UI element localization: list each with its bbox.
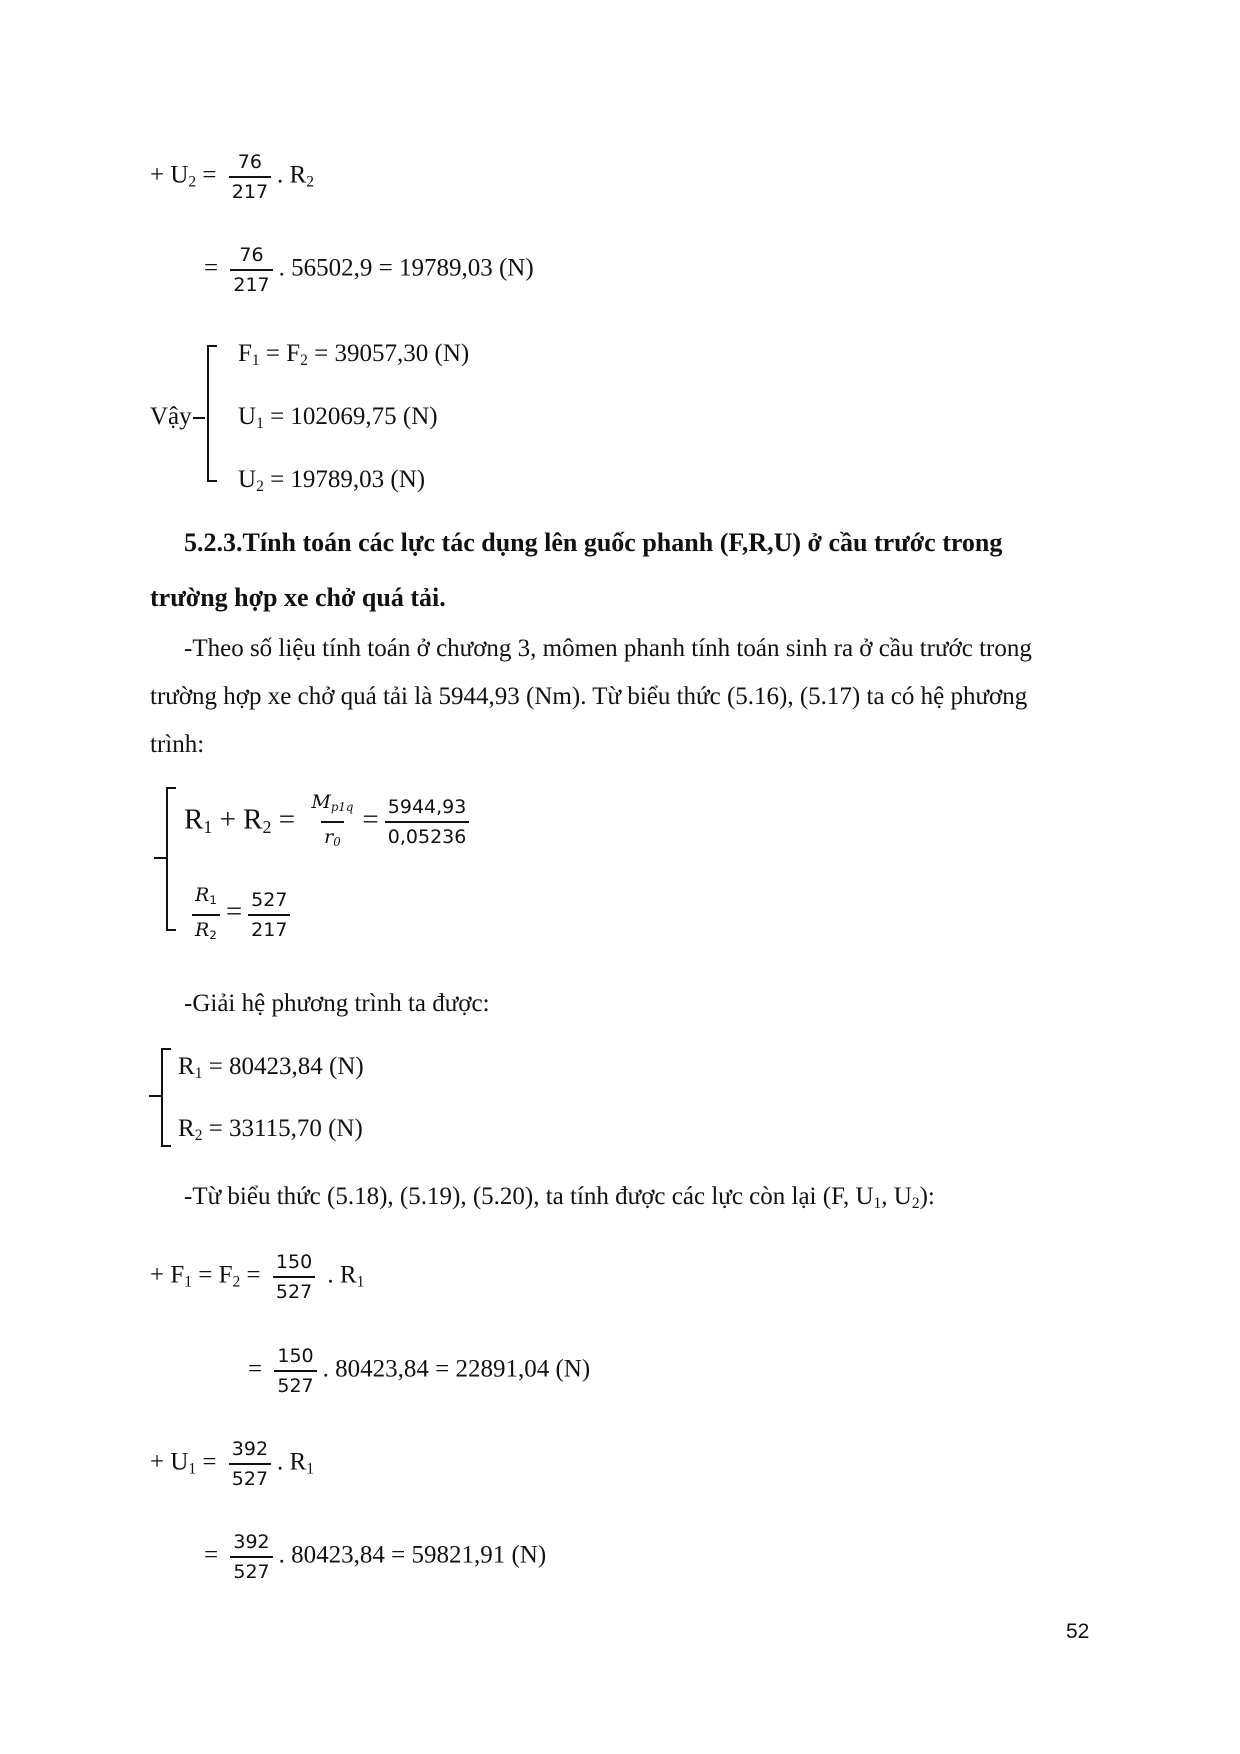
summary-label: Vậy (150, 403, 192, 430)
u1-formula: + $U_1$ = $\frac{392}{527}$ . $R_1$ (150, 1438, 314, 1490)
summary-line-u1: $U_1 = 102069,75$ (N) (238, 403, 438, 432)
fraction-values: $\frac{5944,93}{0,05236}$ (385, 795, 470, 849)
summary-line-f: $F_1 = F_2 = 39057,30$ (N) (238, 340, 470, 369)
summary-line-u2: $U_2 = 19789,03$ (N) (238, 466, 426, 495)
paragraph-3: -Từ biểu thức (5.18), (5.19), (5.20), ta tính được các lực còn lại (F, $U_1$, $U_2$): (184, 1183, 935, 1212)
fraction-ratio: $\frac{527}{217}$ (248, 888, 290, 942)
paragraph-1-line3: trình: (150, 731, 205, 758)
system-brace (166, 787, 176, 931)
f-formula: + $F_1 = F_2$ = $\frac{150}{527}$ . $R_1$ (150, 1251, 365, 1303)
fraction: $\frac{76}{217}$ (229, 150, 271, 204)
solution-brace (161, 1048, 171, 1147)
system-brace-tick (154, 857, 166, 859)
f-calculation: = $\frac{150}{527}$ . 80423,84 = 22891,04 (N) (248, 1345, 591, 1397)
page-number: 52 (1066, 1620, 1090, 1643)
system-equation-1: $R_1 + R_2$ = $\frac{M_{p1q}}{r_0}$ = $\frac{5944,93}{0,05236}$ (184, 790, 475, 854)
u1-calculation: = $\frac{392}{527}$ . 80423,84 = 59821,91 (N) (204, 1531, 547, 1583)
summary-brace-tick (193, 417, 205, 419)
solution-brace-tick (149, 1095, 161, 1097)
system-equation-2: $\frac{R_1}{R_2}$ = $\frac{527}{217}$ (186, 883, 296, 947)
summary-brace (207, 345, 217, 482)
fraction-mp-r0: $\frac{M_{p1q}}{r_0}$ (308, 790, 356, 854)
fraction-r1-r2: $\frac{R_1}{R_2}$ (192, 883, 220, 947)
fraction: $\frac{392}{527}$ (230, 1530, 272, 1584)
fraction: $\frac{150}{527}$ (273, 1250, 315, 1304)
paragraph-1-line1: -Theo số liệu tính toán ở chương 3, mômen phanh tính toán sinh ra ở cầu trước trong (184, 635, 1032, 662)
paragraph-1-line2: trường hợp xe chở quá tải là 5944,93 (Nm). Từ biểu thức (5.16), (5.17) ta có hệ phương (150, 683, 1028, 710)
section-heading-line2: trường hợp xe chở quá tải. (150, 583, 446, 612)
u2-formula: + $U_2$ = $\frac{76}{217}$ . $R_2$ (150, 151, 314, 203)
fraction: $\frac{150}{527}$ (274, 1344, 316, 1398)
fraction: $\frac{76}{217}$ (230, 243, 272, 297)
fraction: $\frac{392}{527}$ (229, 1437, 271, 1491)
paragraph-2: -Giải hệ phương trình ta được: (184, 990, 490, 1017)
u2-calculation: = $\frac{76}{217}$ . 56502,9 = 19789,03 (N) (204, 244, 534, 296)
solution-r2: $R_2 = 33115,70$ (N) (178, 1115, 363, 1144)
solution-r1: $R_1 = 80423,84$ (N) (178, 1053, 364, 1082)
section-heading-line1: 5.2.3.Tính toán các lực tác dụng lên guốc phanh (F,R,U) ở cầu trước trong (184, 528, 1003, 557)
